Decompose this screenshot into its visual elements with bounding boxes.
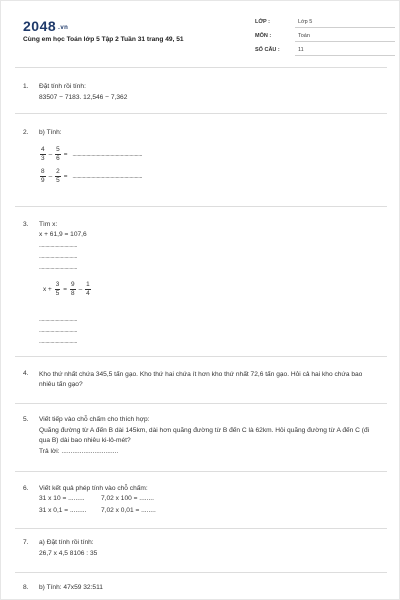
answer-blank: .............................. — [39, 317, 78, 323]
question-number: 7. — [23, 539, 29, 546]
operator: – — [48, 151, 53, 158]
question-title: Viết tiếp vào chỗ chấm cho thích hợp: — [39, 416, 150, 423]
section-divider — [15, 206, 387, 207]
meta-row-count — [255, 43, 395, 57]
calc-cell: 7,02 x 100 = ........ — [101, 495, 154, 502]
question-title: Viết kết quả phép tính vào chỗ chấm: — [39, 485, 148, 492]
question-body: Quãng đường từ A đến B dài 145km, dài hơn quãng đường từ B đến C là 62km. Hỏi quãng đường từ A đến C (đi qua B) dài bao nhiêu ki-lô-mét? — [39, 427, 370, 444]
question-title: b) Tính: — [39, 129, 62, 136]
question-body: b) Tính: 47x59 32:511 — [39, 584, 103, 591]
equation-2 — [41, 281, 92, 298]
answer-blank: .............................. — [39, 254, 78, 260]
question-title: Đặt tính rồi tính: — [39, 83, 86, 90]
answer-blank: ....................................................... — [72, 151, 143, 158]
answer-blank: .............................. — [39, 243, 78, 249]
fraction — [55, 146, 61, 163]
meta-key: MÔN : — [255, 33, 272, 39]
question-body: Kho thứ nhất chứa 345,5 tấn gạo. Kho thứ hai chứa ít hơn kho thứ nhất 72,6 tấn gạo. Hỏi cả hai kho chứa bao nhiêu tấn gạo? — [39, 371, 363, 388]
section-divider — [15, 528, 387, 529]
numerator: 5 — [56, 146, 60, 153]
question-number: 8. — [23, 584, 29, 591]
section-divider — [15, 471, 387, 472]
denominator: 5 — [55, 290, 60, 297]
fraction — [55, 168, 61, 185]
numerator: 3 — [55, 281, 60, 288]
numerator: 9 — [71, 281, 75, 288]
calc-row-1 — [39, 495, 163, 502]
question-number: 2. — [23, 129, 29, 136]
meta-row-subject — [255, 29, 395, 43]
fraction-row-1 — [39, 146, 142, 163]
equation-lhs: x + — [43, 286, 52, 293]
denominator: 8 — [71, 290, 75, 297]
calc-row-2 — [39, 507, 163, 514]
numerator: 2 — [56, 168, 60, 175]
denominator: 9 — [41, 177, 45, 184]
question-number: 5. — [23, 416, 29, 423]
section-divider — [15, 67, 387, 68]
question-number: 1. — [23, 83, 29, 90]
question-number: 4. — [23, 370, 29, 377]
meta-underline — [295, 41, 395, 42]
question-body: 26,7 x 4,5 8106 : 35 — [39, 550, 98, 557]
question-body: 83507 − 7183. 12,546 − 7,362 — [39, 94, 128, 101]
answer-blank: ....................................................... — [72, 173, 143, 180]
numerator: 4 — [41, 146, 45, 153]
fraction — [40, 146, 46, 163]
meta-key: LỚP : — [255, 19, 270, 25]
meta-underline — [295, 55, 395, 56]
denominator: 4 — [86, 290, 90, 297]
answer-line: Trả lời: ............................... — [39, 448, 119, 455]
question-title: a) Đặt tính rồi tính: — [39, 539, 94, 546]
answer-blank: .............................. — [39, 265, 78, 271]
calc-cell: 31 x 0,1 = ......... — [39, 507, 87, 514]
worksheet-title: Cùng em học Toán lớp 5 Tập 2 Tuần 31 trang 49, 51 — [23, 36, 184, 43]
fraction — [70, 281, 76, 298]
meta-value: Toán — [298, 33, 310, 39]
worksheet-header — [15, 15, 387, 59]
section-divider — [15, 113, 387, 114]
numerator: 8 — [41, 168, 45, 175]
equals-sign: = — [63, 286, 67, 293]
equation-1: x + 61,9 = 107,6 — [39, 231, 87, 238]
calc-cell: 7,02 x 0,01 = ........ — [101, 507, 156, 514]
logo-text: 2048 — [23, 18, 57, 34]
equals-sign: = — [63, 173, 68, 180]
denominator: 3 — [41, 155, 45, 162]
meta-key: SỐ CÂU : — [255, 47, 280, 53]
meta-row-class — [255, 15, 395, 29]
question-number: 6. — [23, 485, 29, 492]
numerator: 1 — [86, 281, 90, 288]
logo-suffix: .vn — [58, 25, 69, 31]
equals-sign: = — [63, 151, 68, 158]
fraction — [55, 281, 61, 298]
denominator: 5 — [56, 177, 60, 184]
question-number: 3. — [23, 221, 29, 228]
site-logo[interactable] — [23, 18, 68, 34]
meta-underline — [295, 27, 395, 28]
section-divider — [15, 572, 387, 573]
fraction-row-2 — [39, 168, 142, 185]
meta-box — [255, 15, 395, 57]
meta-value: 11 — [298, 47, 304, 53]
answer-blank: .............................. — [39, 339, 78, 345]
meta-value: Lớp 5 — [298, 19, 313, 25]
fraction — [85, 281, 91, 298]
question-title: Tìm x: — [39, 221, 58, 228]
denominator: 6 — [56, 155, 60, 162]
section-divider — [15, 403, 387, 404]
fraction — [40, 168, 46, 185]
section-divider — [15, 356, 387, 357]
answer-blank: .............................. — [39, 328, 78, 334]
calc-cell: 31 x 10 = ......... — [39, 495, 85, 502]
operator: – — [48, 173, 53, 180]
operator: – — [78, 286, 83, 293]
